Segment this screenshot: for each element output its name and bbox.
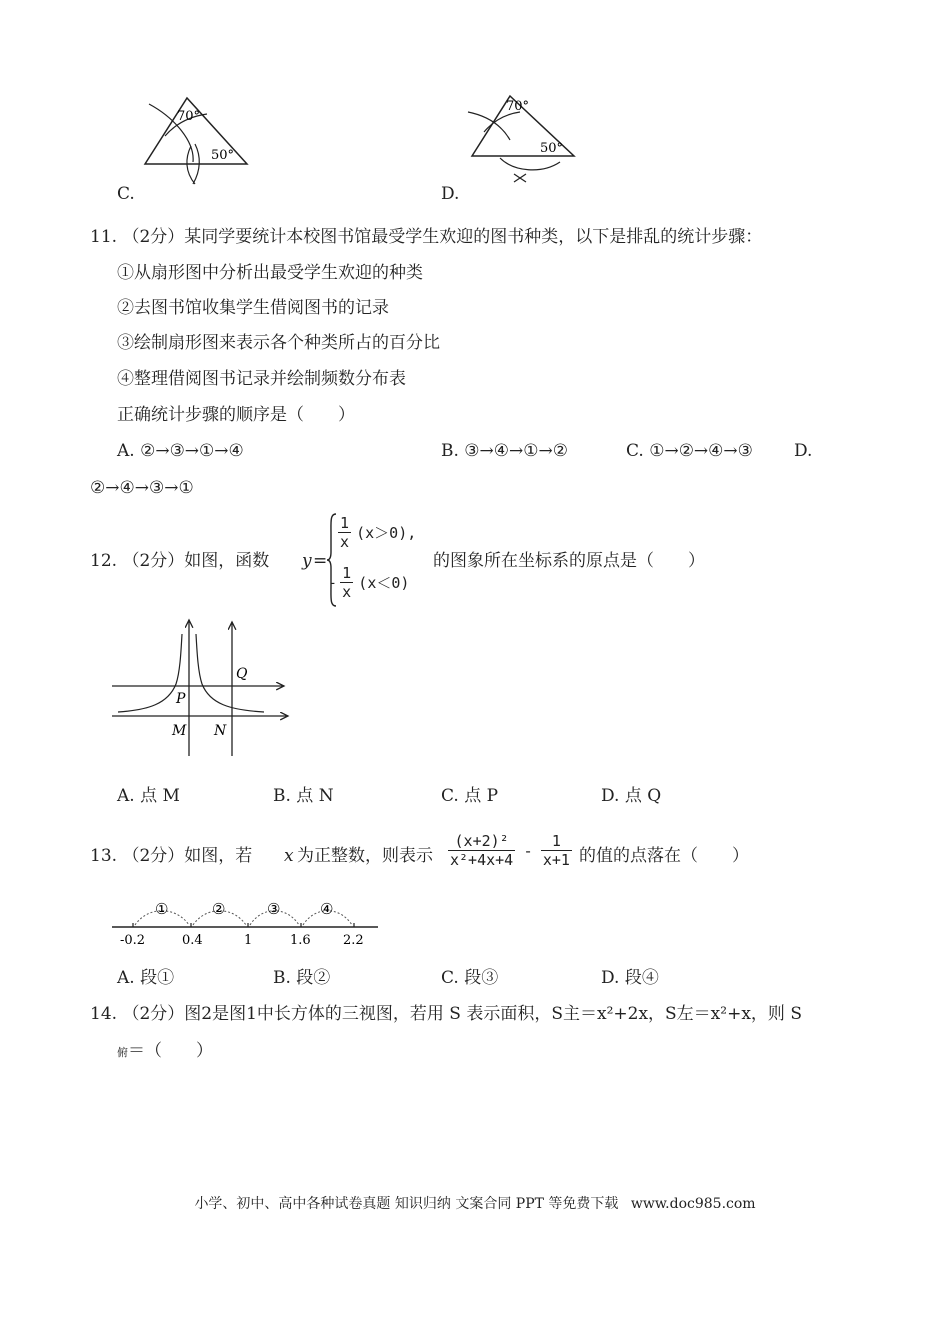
q12-graph [108,612,298,762]
q11-step-3: ③绘制扇形图来表示各个种类所占的百分比 [117,333,440,353]
q11-stem: 11. （2分）某同学要统计本校图书馆最受学生欢迎的图书种类，以下是排乱的统计步骤： [90,227,763,247]
footer-url[interactable]: www.doc985.com [630,1196,756,1212]
q11-option-b: B. ③→④→①→② [441,441,568,461]
q13-stem-mid: 为正整数，则表示 [297,846,433,866]
q12-stem-prefix: 12. （2分）如图，函数 [90,551,270,571]
q13-tick-label-2: 0.4 [182,933,203,948]
q13-segment-3: ③ [267,900,281,918]
page-footer [0,1193,950,1213]
q10-figure-c [135,92,255,187]
q12-case1-num: 1 [340,514,350,532]
q12-case1-fraction [338,514,351,551]
q11-step-1: ①从扇形图中分析出最受学生欢迎的种类 [117,263,423,283]
q12-case-1 [338,514,416,551]
q10-c-angle-right: 50° [211,148,235,163]
q12-label-p: P [176,691,186,707]
q13-frac1-num: (x+2)² [448,832,515,851]
q13-fraction-2 [541,832,572,869]
q13-var-x: x [284,846,294,866]
q14-stem-line-2 [117,1040,213,1062]
q13-segment-2: ② [212,900,226,918]
q13-segment-4: ④ [320,900,334,918]
q12-stem-suffix: 的图象所在坐标系的原点是（ ） [433,551,705,571]
footer-text: 小学、初中、高中各种试卷真题 知识归纳 文案合同 PPT 等免费下载 [194,1196,619,1212]
q12-label-n: N [214,723,227,739]
q10-option-c-label: C. [117,184,135,204]
q12-case1-cond: (x＞0), [356,524,417,542]
q13-fraction-1 [448,832,515,869]
q13-stem-prefix: 13. （2分）如图，若 [90,846,253,866]
q12-case2-den: x [342,583,352,601]
q14-answer-blank: ＝（ ） [128,1041,213,1061]
q12-var-y: y [302,551,312,571]
q12-case2-fraction [340,564,353,601]
q13-expression [448,832,572,869]
q14-subscript-fu: 俯 [117,1046,128,1059]
q13-tick-label-3: 1 [244,933,253,948]
q11-step-2: ②去图书馆收集学生借阅图书的记录 [117,298,389,318]
q11-option-a: A. ②→③→①→④ [117,441,244,461]
q13-frac2-den: x+1 [542,851,570,869]
q12-case1-den: x [340,533,350,551]
q13-tick-label-1: -0.2 [120,933,146,948]
q10-figure-d [462,92,582,187]
q12-case2-num: 1 [342,564,352,582]
q12-case2-sign: - [330,573,336,592]
q12-option-c: C. 点 P [441,786,499,806]
q12-case-2 [330,564,409,601]
q13-option-d: D. 段④ [601,968,659,988]
q12-curve-left-branch [118,634,182,712]
q13-segment-1: ① [155,900,169,918]
q12-case2-cond: (x＜0) [358,574,410,592]
q12-option-a: A. 点 M [117,786,180,806]
q13-option-b: B. 段② [273,968,331,988]
q13-frac2-num: 1 [541,832,572,851]
q12-label-q: Q [236,666,248,682]
q13-stem-suffix: 的值的点落在（ ） [579,846,749,866]
q10-option-d-label: D. [441,184,460,204]
q12-option-d: D. 点 Q [601,786,662,806]
q13-frac1-den: x²+4x+4 [450,851,514,869]
q11-prompt: 正确统计步骤的顺序是（ ） [117,405,355,425]
q12-equals: = [313,551,328,571]
q13-option-c: C. 段③ [441,968,499,988]
q12-label-m: M [172,723,187,739]
q13-tick-label-5: 2.2 [343,933,364,948]
q12-option-b: B. 点 N [273,786,334,806]
q13-tick-label-4: 1.6 [290,933,311,948]
q13-number-line [108,896,383,950]
q12-curve-right-branch [196,634,264,712]
q11-option-d-label: D. [794,441,813,461]
q13-minus: - [525,841,531,860]
q13-option-a: A. 段① [117,968,175,988]
q10-c-angle-top: 70° [177,109,201,124]
q10-d-angle-top: 70° [506,99,530,114]
q14-stem-line-1: 14. （2分）图2是图1中长方体的三视图，若用 S 表示面积，S主＝x²+2x，S左＝x²+x，则 S [90,1004,802,1024]
q11-option-c: C. ①→②→④→③ [626,441,753,461]
q10-d-angle-right: 50° [540,141,564,156]
q11-step-4: ④整理借阅图书记录并绘制频数分布表 [117,369,406,389]
q11-option-d: ②→④→③→① [90,478,194,498]
